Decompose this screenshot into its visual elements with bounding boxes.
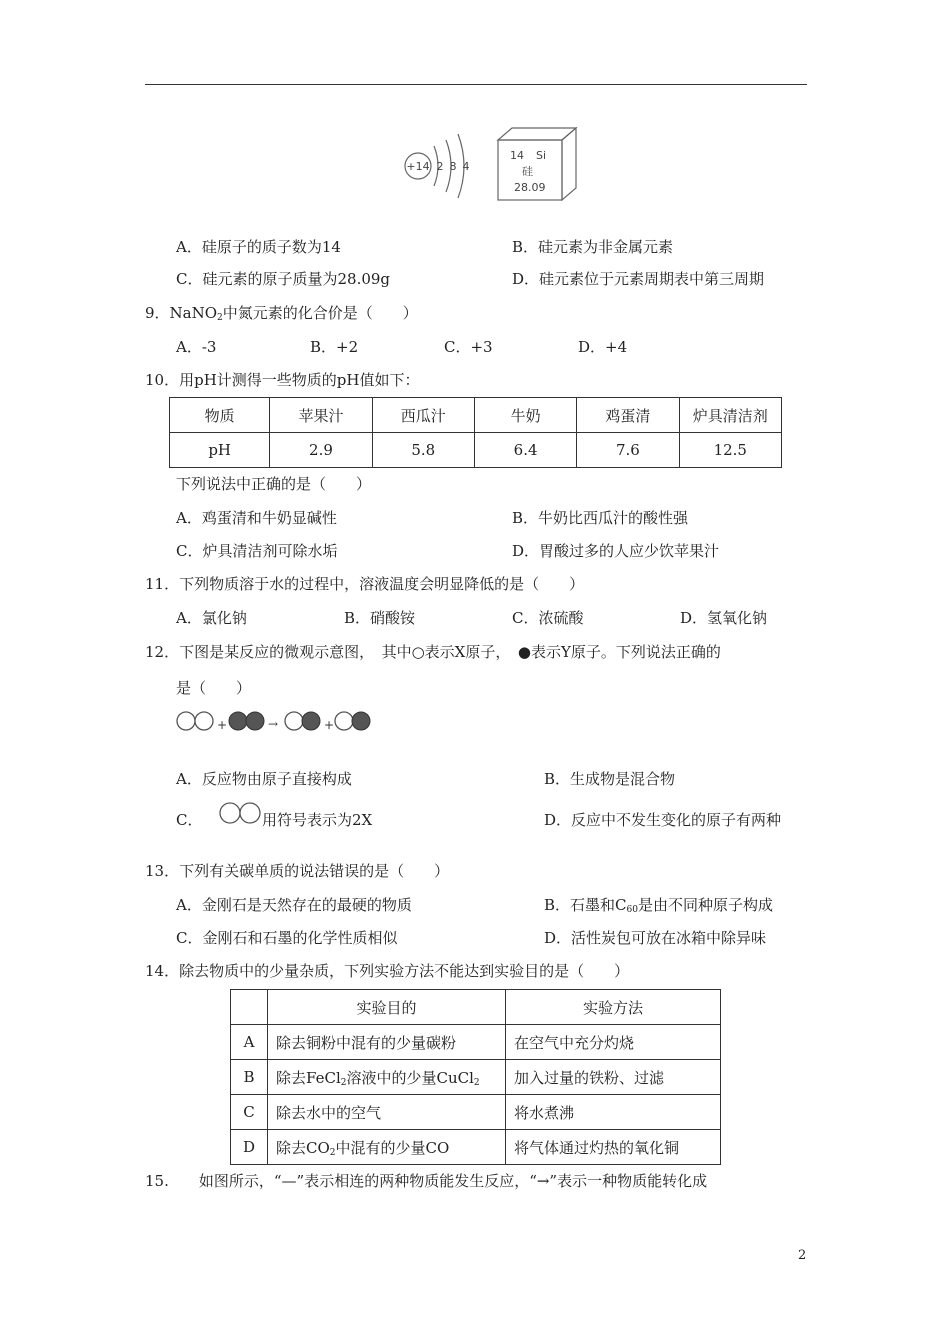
q11-option-b: B．硝酸铵: [344, 609, 416, 627]
page-number: 2: [798, 1248, 807, 1263]
x-atom-icon: [285, 712, 303, 730]
table-row: [170, 433, 782, 468]
table-cell: 除去水中的空气: [268, 1095, 506, 1130]
table-row: [231, 1130, 721, 1165]
table-cell: 实验目的: [268, 990, 506, 1025]
q12-option-a: A．反应物由原子直接构成: [176, 770, 352, 788]
table-cell: D: [231, 1130, 268, 1165]
table-cell: 苹果汁: [270, 398, 372, 433]
table-cell: 除去$CO_2$中混有的少量CO: [268, 1130, 506, 1165]
q11-option-a: A．氯化钠: [176, 609, 247, 627]
q9-option-d: D．+4: [578, 338, 628, 356]
shell-count-1: 2: [436, 160, 444, 173]
table-cell: pH: [170, 433, 270, 468]
y-atom-icon: [302, 712, 320, 730]
table-cell: 7.6: [577, 433, 679, 468]
q9-stem: 9．NaNO$_2$中氮元素的化合价是（ ）: [145, 304, 418, 323]
q12-option-c-text: 用符号表示为2X: [262, 811, 373, 829]
shell-count-2: 8: [449, 160, 457, 173]
q13-stem: 13．下列有关碳单质的说法错误的是（ ）: [145, 862, 450, 880]
q13-option-d: D．活性炭包可放在冰箱中除异味: [544, 929, 767, 947]
q10-option-b: B．牛奶比西瓜汁的酸性强: [512, 509, 689, 527]
table-cell: 将水煮沸: [506, 1095, 721, 1130]
table-cell: 5.8: [372, 433, 474, 468]
q9-option-b: B．+2: [310, 338, 359, 356]
q10-stem: 10．用pH计测得一些物质的pH值如下：: [145, 371, 420, 389]
table-cell: A: [231, 1025, 268, 1060]
q11-stem: 11．下列物质溶于水的过程中，溶液温度会明显降低的是（ ）: [145, 575, 585, 593]
table-cell: 除去铜粉中混有的少量碳粉: [268, 1025, 506, 1060]
table-cell: 12.5: [679, 433, 781, 468]
table-cell: 物质: [170, 398, 270, 433]
q9-option-c: C．+3: [444, 338, 493, 356]
atom-structure-diagram: [405, 134, 470, 198]
table-cell: 2.9: [270, 433, 372, 468]
q10-sub-stem: 下列说法中正确的是（ ）: [176, 475, 372, 493]
element-symbol: Si: [536, 149, 547, 162]
reaction-diagram: [176, 708, 386, 736]
plus-sign: +: [324, 718, 335, 732]
q11-option-d: D．氢氧化钠: [680, 609, 768, 627]
table-cell: B: [231, 1060, 268, 1095]
periodic-cell: [498, 128, 576, 200]
table-cell: 实验方法: [506, 990, 721, 1025]
table-cell: 鸡蛋清: [577, 398, 679, 433]
atomic-mass: 28.09: [514, 181, 546, 194]
table-cell: C: [231, 1095, 268, 1130]
table-cell: 除去FeCl$_2$溶液中的少量CuCl$_2$: [268, 1060, 506, 1095]
q13-option-c: C．金刚石和石墨的化学性质相似: [176, 929, 398, 947]
table-cell: 6.4: [474, 433, 576, 468]
q12-option-d: D．反应中不发生变化的原子有两种: [544, 811, 782, 829]
x-atom-icon: [177, 712, 195, 730]
q10-option-d: D．胃酸过多的人应少饮苹果汁: [512, 542, 720, 560]
table-cell: 加入过量的铁粉、过滤: [506, 1060, 721, 1095]
x2-molecule-icon: [218, 801, 266, 825]
q10-option-c: C．炉具清洁剂可除水垢: [176, 542, 338, 560]
table-cell: 牛奶: [474, 398, 576, 433]
reaction-arrow: →: [268, 717, 279, 731]
q12-option-c-label: C．: [176, 811, 203, 829]
q14-stem: 14．除去物质中的少量杂质，下列实验方法不能达到实验目的是（ ）: [145, 962, 630, 980]
table-row: [231, 1025, 721, 1060]
q11-option-c: C．浓硫酸: [512, 609, 584, 627]
q8-option-d: D．硅元素位于元素周期表中第三周期: [512, 270, 765, 288]
q8-option-b: B．硅元素为非金属元素: [512, 238, 674, 256]
q13-option-b: B．石墨和$C_{60}$是由不同种原子构成: [544, 896, 773, 915]
q9-option-a: A．-3: [176, 338, 217, 356]
element-name: 硅: [522, 165, 533, 178]
q8-option-a: A．硅原子的质子数为14: [176, 238, 341, 256]
q8-option-c: C．硅元素的原子质量为28.09g: [176, 270, 391, 288]
nucleus-charge: +14: [406, 160, 430, 173]
y-atom-icon: [229, 712, 247, 730]
silicon-atom-figure: [400, 124, 590, 204]
plus-sign: +: [217, 718, 228, 732]
x-atom-icon: [335, 712, 353, 730]
q12-option-b: B．生成物是混合物: [544, 770, 676, 788]
y-atom-icon: [246, 712, 264, 730]
table-row: [231, 990, 721, 1025]
table-row: [231, 1060, 721, 1095]
q12-stem-line1: 12．下图是某反应的微观示意图， 其中○表示X原子， ●表示Y原子。下列说法正确的: [145, 643, 721, 661]
header-rule: [145, 84, 807, 85]
table-row: [170, 398, 782, 433]
atomic-number: 14: [510, 149, 524, 162]
q12-stem-line2: 是（ ）: [176, 679, 252, 697]
x-atom-icon: [195, 712, 213, 730]
q15-stem: 15. 如图所示，“—”表示相连的两种物质能发生反应，“→”表示一种物质能转化成: [145, 1172, 708, 1190]
q10-option-a: A．鸡蛋清和牛奶显碱性: [176, 509, 337, 527]
q13-option-a: A．金刚石是天然存在的最硬的物质: [176, 896, 412, 914]
table-cell: 炉具清洁剂: [679, 398, 781, 433]
table-cell: 在空气中充分灼烧: [506, 1025, 721, 1060]
shell-count-3: 4: [462, 160, 470, 173]
ph-table: [169, 397, 782, 468]
table-row: [231, 1095, 721, 1130]
table-cell: 将气体通过灼热的氧化铜: [506, 1130, 721, 1165]
table-cell: 西瓜汁: [372, 398, 474, 433]
y-atom-icon: [352, 712, 370, 730]
experiment-table: [230, 989, 721, 1165]
table-cell: [231, 990, 268, 1025]
